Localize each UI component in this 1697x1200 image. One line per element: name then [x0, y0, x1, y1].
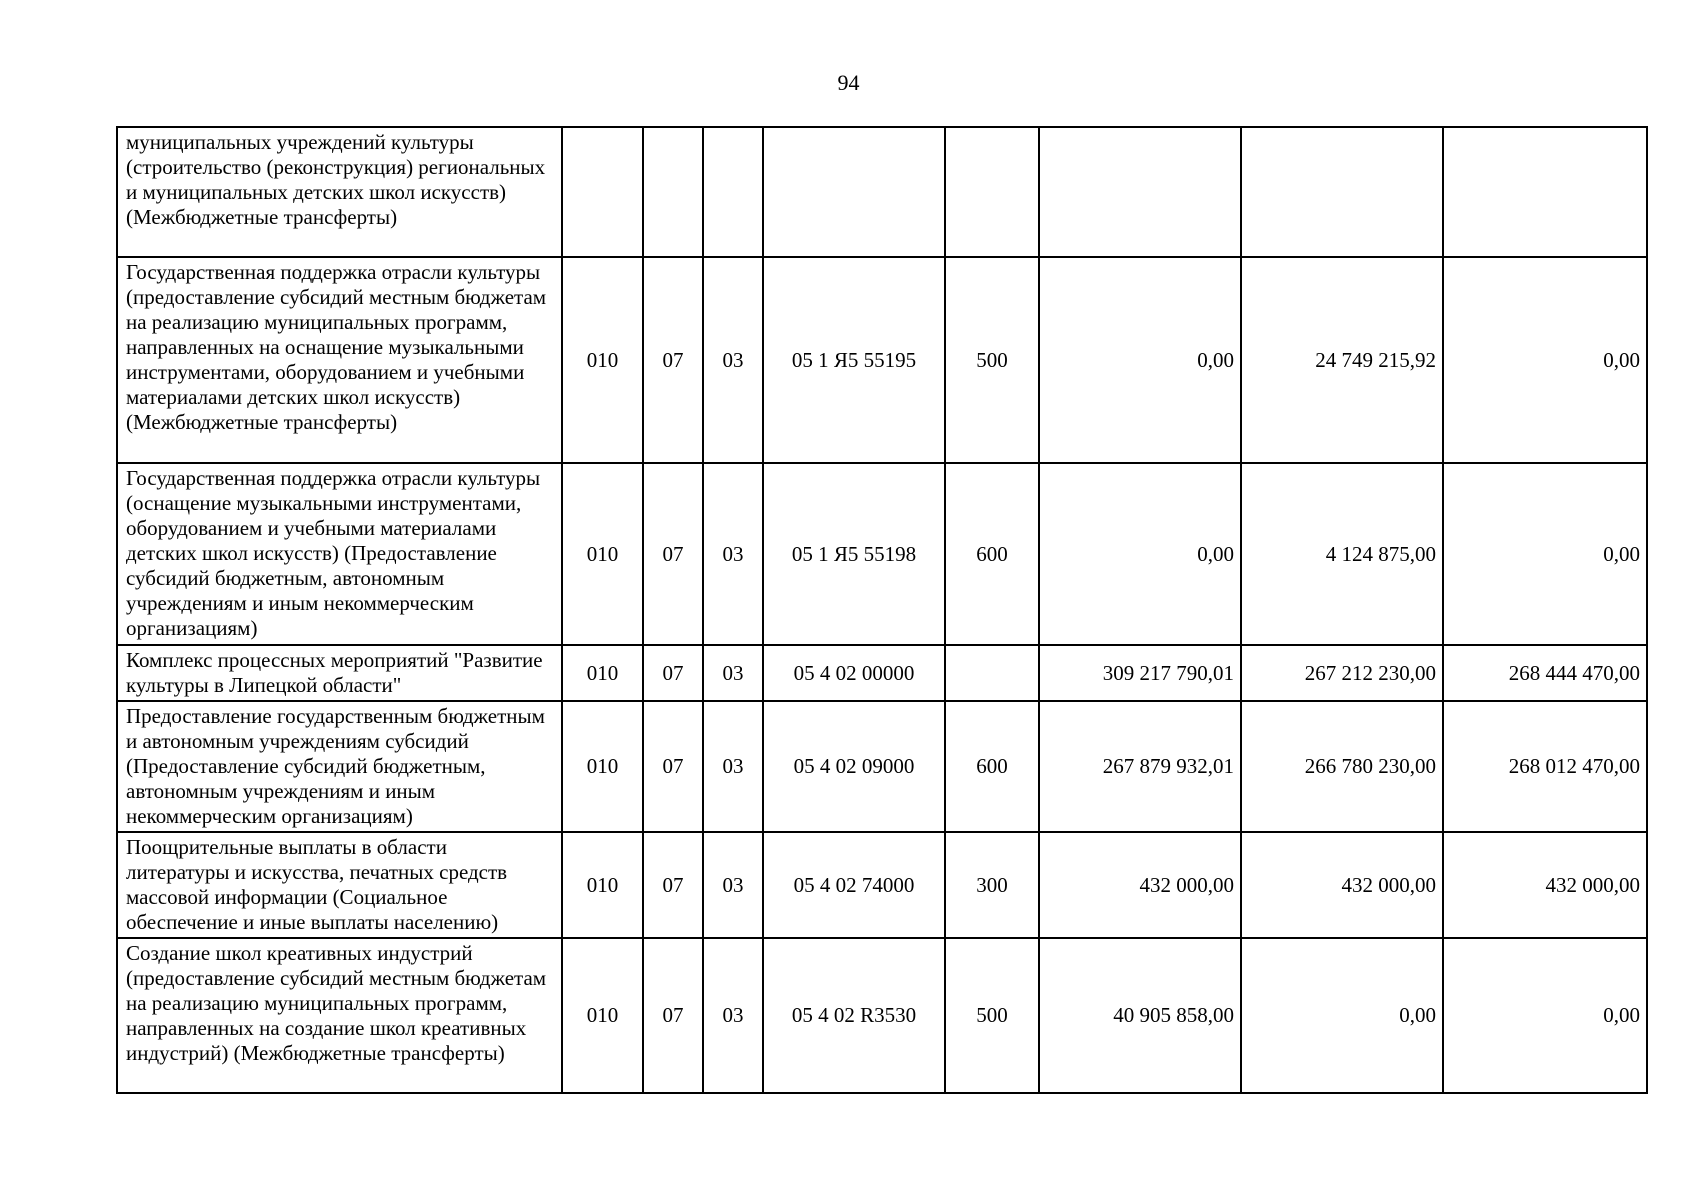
gr-cell: 010 — [562, 645, 643, 701]
pr-cell: 03 — [703, 938, 763, 1093]
pr-cell: 03 — [703, 257, 763, 463]
amount-year3-cell: 268 444 470,00 — [1443, 645, 1647, 701]
amount-year3-cell: 0,00 — [1443, 257, 1647, 463]
row-name-cell: муниципальных учреждений культуры (строительство (реконструкция) региональных и муниципальных детских школ искусств) (Межбюджетные трансферты) — [117, 127, 562, 257]
amount-year1-cell: 40 905 858,00 — [1039, 938, 1241, 1093]
rz-cell: 07 — [643, 938, 703, 1093]
vr-cell — [945, 127, 1039, 257]
csr-cell: 05 1 Я5 55198 — [763, 463, 945, 645]
row-name-cell: Предоставление государственным бюджетным и автономным учреждениям субсидий (Предоставление субсидий бюджетным, автономным учреждениям и иным некоммерческим организациям) — [117, 701, 562, 832]
pr-cell: 03 — [703, 463, 763, 645]
amount-year3-cell: 432 000,00 — [1443, 832, 1647, 938]
amount-year3-cell: 0,00 — [1443, 938, 1647, 1093]
rz-cell: 07 — [643, 701, 703, 832]
vr-cell: 600 — [945, 463, 1039, 645]
vr-cell — [945, 645, 1039, 701]
amount-year2-cell: 267 212 230,00 — [1241, 645, 1443, 701]
vr-cell: 500 — [945, 938, 1039, 1093]
gr-cell: 010 — [562, 257, 643, 463]
gr-cell: 010 — [562, 701, 643, 832]
csr-cell — [763, 127, 945, 257]
csr-cell: 05 4 02 09000 — [763, 701, 945, 832]
pr-cell: 03 — [703, 645, 763, 701]
csr-cell: 05 4 02 00000 — [763, 645, 945, 701]
vr-cell: 600 — [945, 701, 1039, 832]
amount-year3-cell: 0,00 — [1443, 463, 1647, 645]
amount-year2-cell: 24 749 215,92 — [1241, 257, 1443, 463]
table-row — [117, 832, 1647, 938]
rz-cell: 07 — [643, 832, 703, 938]
budget-table — [116, 126, 1648, 1094]
amount-year2-cell: 266 780 230,00 — [1241, 701, 1443, 832]
pr-cell: 03 — [703, 832, 763, 938]
row-name-cell: Комплекс процессных мероприятий "Развитие культуры в Липецкой области" — [117, 645, 562, 701]
amount-year1-cell: 309 217 790,01 — [1039, 645, 1241, 701]
amount-year3-cell: 268 012 470,00 — [1443, 701, 1647, 832]
pr-cell: 03 — [703, 701, 763, 832]
pr-cell — [703, 127, 763, 257]
table-row — [117, 127, 1647, 257]
rz-cell — [643, 127, 703, 257]
amount-year2-cell: 432 000,00 — [1241, 832, 1443, 938]
rz-cell: 07 — [643, 257, 703, 463]
csr-cell: 05 4 02 R3530 — [763, 938, 945, 1093]
page-number: 94 — [837, 70, 860, 95]
row-name-cell: Создание школ креативных индустрий (предоставление субсидий местным бюджетам на реализацию муниципальных программ, направленных на создание школ креативных индустрий) (Межбюджетные трансферты) — [117, 938, 562, 1093]
row-name-cell: Поощрительные выплаты в области литературы и искусства, печатных средств массовой информации (Социальное обеспечение и иные выплаты населению) — [117, 832, 562, 938]
amount-year2-cell: 0,00 — [1241, 938, 1443, 1093]
table-row — [117, 463, 1647, 645]
amount-year1-cell: 0,00 — [1039, 463, 1241, 645]
amount-year2-cell — [1241, 127, 1443, 257]
amount-year1-cell: 267 879 932,01 — [1039, 701, 1241, 832]
amount-year1-cell: 0,00 — [1039, 257, 1241, 463]
gr-cell: 010 — [562, 832, 643, 938]
csr-cell: 05 4 02 74000 — [763, 832, 945, 938]
row-name-cell: Государственная поддержка отрасли культуры (оснащение музыкальными инструментами, оборудованием и учебными материалами детских школ искусств) (Предоставление субсидий бюджетным, автономным учреждениям и иным некоммерческим организациям) — [117, 463, 562, 645]
amount-year1-cell — [1039, 127, 1241, 257]
amount-year3-cell — [1443, 127, 1647, 257]
vr-cell: 300 — [945, 832, 1039, 938]
table-row — [117, 257, 1647, 463]
gr-cell: 010 — [562, 463, 643, 645]
rz-cell: 07 — [643, 463, 703, 645]
amount-year1-cell: 432 000,00 — [1039, 832, 1241, 938]
table-row — [117, 645, 1647, 701]
rz-cell: 07 — [643, 645, 703, 701]
row-name-cell: Государственная поддержка отрасли культуры (предоставление субсидий местным бюджетам на реализацию муниципальных программ, направленных на оснащение музыкальными инструментами, оборудованием и учебными материалами детских школ искусств) (Межбюджетные трансферты) — [117, 257, 562, 463]
amount-year2-cell: 4 124 875,00 — [1241, 463, 1443, 645]
gr-cell — [562, 127, 643, 257]
csr-cell: 05 1 Я5 55195 — [763, 257, 945, 463]
gr-cell: 010 — [562, 938, 643, 1093]
vr-cell: 500 — [945, 257, 1039, 463]
table-row — [117, 701, 1647, 832]
table-row — [117, 938, 1647, 1093]
